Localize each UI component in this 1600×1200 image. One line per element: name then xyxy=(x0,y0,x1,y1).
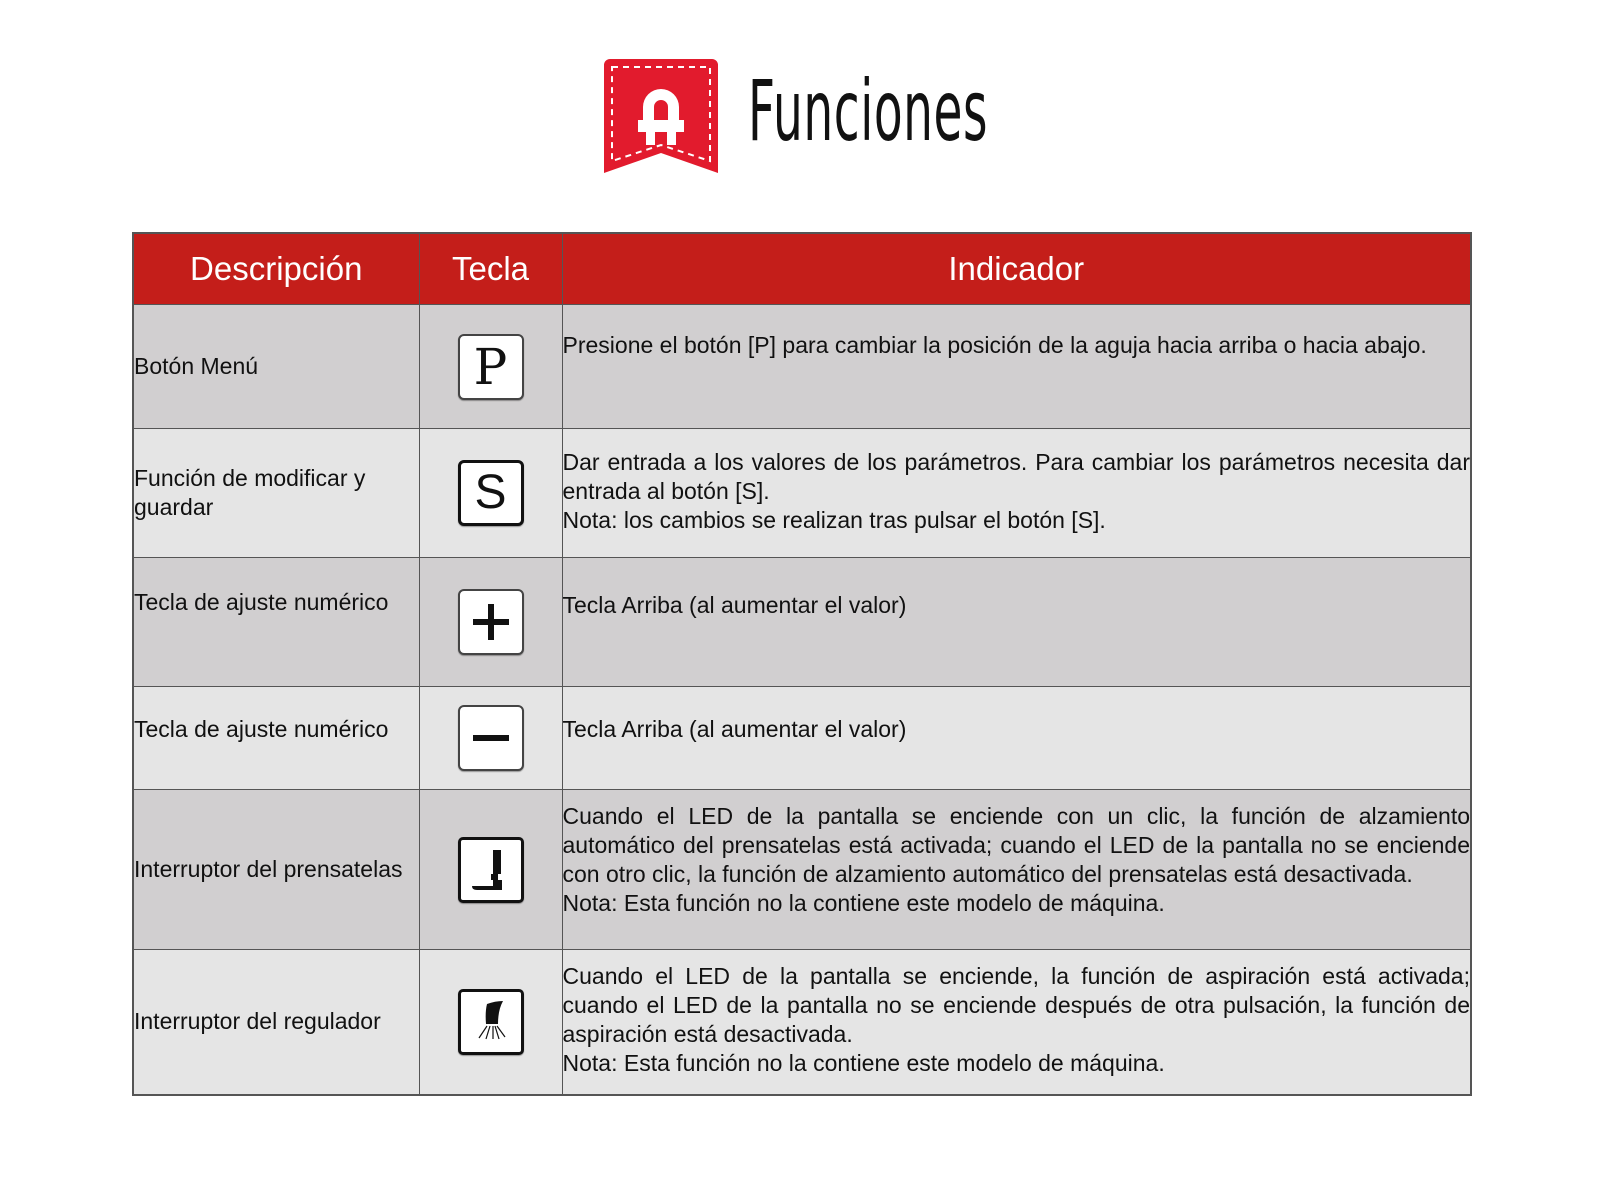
row-description: Tecla de ajuste numérico xyxy=(133,687,419,790)
row-indicator xyxy=(562,429,1471,558)
indicator-note: Nota: Esta función no la contiene este modelo de máquina. xyxy=(562,1050,1165,1076)
row-description: Función de modificar y guardar xyxy=(133,429,419,558)
key-label: P xyxy=(473,337,508,396)
p-key-icon xyxy=(458,334,524,400)
indicator-note: Nota: los cambios se realizan tras pulsar el botón [S]. xyxy=(562,507,1106,533)
column-header-key: Tecla xyxy=(419,233,562,305)
minus-key-icon xyxy=(458,705,524,771)
table-row xyxy=(133,558,1471,687)
indicator-text: Tecla Arriba (al aumentar el valor) xyxy=(562,592,907,618)
red-ribbon-letter-a-logo xyxy=(604,59,718,175)
row-description: Botón Menú xyxy=(133,305,419,429)
indicator-text: Dar entrada a los valores de los parámetros. Para cambiar los parámetros necesita dar entrada al botón [S]. xyxy=(562,449,1470,504)
suction-key-icon xyxy=(458,989,524,1055)
plus-glyph xyxy=(471,602,511,642)
table-row xyxy=(133,950,1471,1095)
row-indicator xyxy=(562,687,1471,790)
row-description: Tecla de ajuste numérico xyxy=(133,558,419,687)
indicator-text: Presione el botón [P] para cambiar la posición de la aguja hacia arriba o hacia abajo. xyxy=(562,332,1427,358)
indicator-text: Cuando el LED de la pantalla se enciende, la función de aspiración está activada; cuando el LED de la pantalla no se enciende después de otra pulsación, la función de aspiración está desactivada. xyxy=(562,963,1470,1047)
row-description: Interruptor del prensatelas xyxy=(133,790,419,950)
indicator-note: Nota: Esta función no la contiene este modelo de máquina. xyxy=(562,890,1165,916)
minus-glyph xyxy=(471,718,511,758)
page-title: Funciones xyxy=(748,62,989,160)
row-indicator xyxy=(562,558,1471,687)
table-row xyxy=(133,429,1471,558)
column-header-indicator: Indicador xyxy=(562,233,1471,305)
presser-foot-key-icon xyxy=(458,837,524,903)
table-row xyxy=(133,305,1471,429)
indicator-text: Tecla Arriba (al aumentar el valor) xyxy=(562,716,907,742)
row-indicator xyxy=(562,790,1471,950)
functions-table xyxy=(132,232,1472,1096)
table-row xyxy=(133,687,1471,790)
row-indicator xyxy=(562,950,1471,1095)
plus-key-icon xyxy=(458,589,524,655)
column-header-description: Descripción xyxy=(133,233,419,305)
table-row xyxy=(133,790,1471,950)
suction-glyph xyxy=(465,996,517,1048)
key-label: S xyxy=(474,466,507,519)
indicator-text: Cuando el LED de la pantalla se enciende con un clic, la función de alzamiento automático del prensatelas está activada; cuando el LED de la pantalla no se enciende con otro clic, la función de alzamiento automático del prensatelas está desactivada. xyxy=(562,803,1470,887)
presser-foot-glyph xyxy=(465,844,517,896)
s-key-icon xyxy=(458,460,524,526)
row-description: Interruptor del regulador xyxy=(133,950,419,1095)
row-indicator xyxy=(562,305,1471,429)
table-header-row xyxy=(133,233,1471,305)
